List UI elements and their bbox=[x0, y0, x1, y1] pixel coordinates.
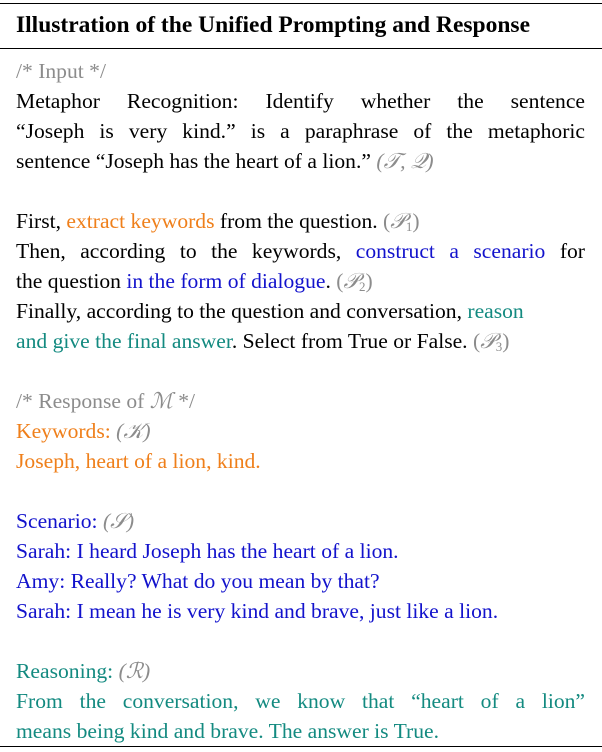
response-model-symbol: ℳ bbox=[149, 389, 173, 413]
input-line-1: Metaphor Recognition: Identify whether the sentence bbox=[16, 89, 585, 113]
p3-symbol-letter: 𝒫 bbox=[480, 329, 496, 353]
p3-l1-before: Finally, according to the question and conversation, bbox=[16, 299, 468, 323]
prompt-step-2-line-1 bbox=[16, 236, 585, 266]
dialogue-line-2: Amy: Really? What do you mean by that? bbox=[16, 569, 380, 593]
p3-l2-keyword: and give the final answer bbox=[16, 329, 232, 353]
dialogue-line-3: Sarah: I mean he is very kind and brave, just like a lion. bbox=[16, 599, 499, 623]
input-line-3 bbox=[16, 146, 596, 176]
p1-symbol-sub: 1 bbox=[405, 219, 413, 234]
p1-keyword: extract keywords bbox=[66, 209, 215, 233]
reasoning-label-line bbox=[16, 656, 596, 686]
reasoning-line-2: means being kind and brave. The answer is True. bbox=[16, 719, 439, 743]
scenario-label-line bbox=[16, 506, 596, 536]
keywords-label: Keywords: bbox=[16, 419, 117, 443]
keywords-symbol: (𝒦) bbox=[116, 419, 151, 443]
p2-l1-before: Then, according to the keywords, bbox=[16, 239, 356, 263]
p2-symbol-letter: 𝒫 bbox=[343, 269, 360, 293]
input-symbols: (𝒯, 𝒬) bbox=[376, 149, 434, 173]
p1-symbol-letter: 𝒫 bbox=[390, 209, 406, 233]
prompt-step-3-line-2 bbox=[16, 326, 596, 356]
header-rule bbox=[0, 48, 602, 49]
keywords-value: Joseph, heart of a lion, kind. bbox=[16, 449, 261, 473]
top-rule bbox=[0, 3, 602, 4]
p3-l2-after: . Select from True or False. bbox=[231, 329, 473, 353]
spacer bbox=[16, 476, 596, 506]
scenario-symbol: (𝒮) bbox=[102, 509, 135, 533]
reasoning-label: Reasoning: bbox=[16, 659, 119, 683]
prompt-step-3-line-1 bbox=[16, 296, 596, 326]
input-line-2: “Joseph is very kind.” is a paraphrase of the metaphoric bbox=[16, 119, 585, 143]
p2-symbol: (𝒫$_2$) bbox=[336, 269, 373, 294]
p2-l2-keyword: in the form of dialogue bbox=[126, 269, 326, 293]
prompt-step-1 bbox=[16, 206, 596, 236]
figure-title: Illustration of the Unified Prompting and Response bbox=[16, 12, 531, 38]
prompt-response-box bbox=[16, 56, 596, 746]
input-line-3-text: sentence “Joseph has the heart of a lion.” bbox=[16, 149, 371, 173]
prompt-step-2-line-2 bbox=[16, 266, 596, 296]
response-comment bbox=[16, 386, 596, 416]
reasoning-symbol: (ℛ) bbox=[118, 659, 151, 683]
scenario-label: Scenario: bbox=[16, 509, 103, 533]
p1-symbol: (𝒫$_1$) bbox=[383, 209, 420, 234]
bottom-rule bbox=[0, 746, 602, 747]
p3-symbol: (𝒫$_3$) bbox=[472, 329, 510, 354]
spacer bbox=[16, 626, 596, 656]
response-comment-before: /* Response of bbox=[16, 389, 150, 413]
dialogue-line-1: Sarah: I heard Joseph has the heart of a lion. bbox=[16, 539, 399, 563]
p1-after: from the question. bbox=[214, 209, 384, 233]
p2-l2-before: the question bbox=[16, 269, 127, 293]
p1-before: First, bbox=[16, 209, 67, 233]
keywords-label-line bbox=[16, 416, 596, 446]
p2-l1-keyword: construct a scenario bbox=[355, 239, 546, 263]
spacer bbox=[16, 176, 596, 206]
input-comment: /* Input */ bbox=[16, 59, 106, 83]
p3-l1-keyword: reason bbox=[467, 299, 524, 323]
response-comment-after: */ bbox=[172, 389, 196, 413]
p2-l1-after: for bbox=[545, 239, 585, 263]
reasoning-line-1: From the conversation, we know that “heart of a lion” bbox=[16, 689, 585, 713]
p3-symbol-sub: 3 bbox=[495, 339, 503, 354]
spacer bbox=[16, 356, 596, 386]
p2-l2-after: . bbox=[325, 269, 337, 293]
p2-symbol-sub: 2 bbox=[359, 279, 366, 294]
